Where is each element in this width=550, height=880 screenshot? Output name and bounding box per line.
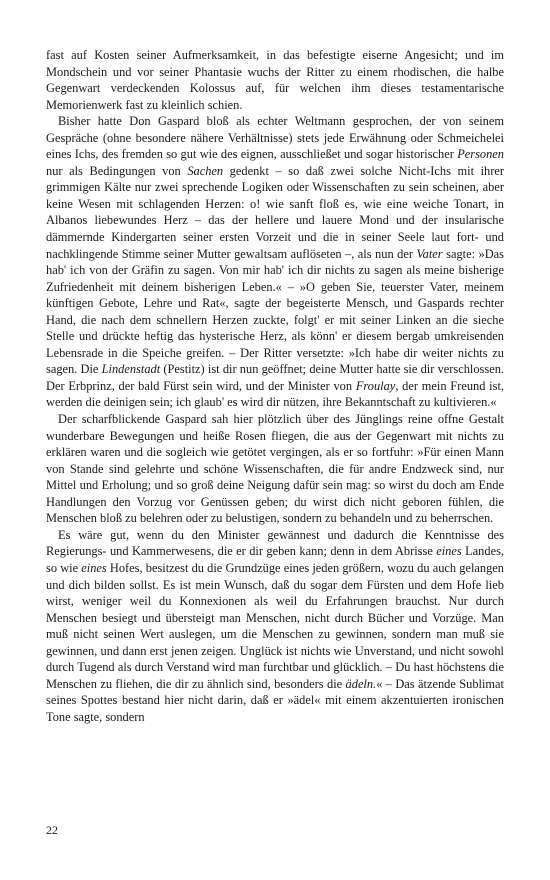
text-run: sagte: »Das hab' ich von der Gräfin zu sagen. Von mir hab' ich dir nichts zu sagen als meine bisherige Zufriedenheit mit deinem bisherigen Leben.« – »O geben Sie, teuerster Vater, meinem künftigen Gebote, Lehre und Rat«, sagte der begeisterte Mensch, und Gaspards rechter Hand, die nach dem schnellern Herzen zuckte, folgt' er mit seiner Linken an die sieche Stelle und drückte heftig das hysterische Herz, als könn' er diesem bergab umkreisenden Lebensrade in die Speiche greifen. – Der Ritter versetzte: »Ich habe dir weiter nichts zu sagen. Die	[46, 246, 504, 377]
paragraph-2	[46, 113, 504, 411]
page-body	[46, 47, 504, 725]
italic-run: Froulay	[355, 378, 396, 393]
italic-run: ädeln.	[345, 676, 377, 691]
text-run: Es wäre gut, wenn du den Minister gewännest und dadurch die Kenntnisse des Regierungs- und Kammerwesens, die er dir geben kann; denn in dem Abrisse	[46, 527, 504, 559]
text-run: nur als Bedingungen von	[46, 163, 188, 178]
text-run: Hofes, besitzest du die Grundzüge eines jeden größern, wozu du auch gelangen und dich bilden sollst. Es ist mein Wunsch, daß du sogar dem Fürsten und dem Hofe lieb wirst, weniger weil du Konnexionen als weil du Erfahrungen brauchst. Nur durch Menschen besiegt und übersteigt man Menschen, nicht durch Bücher und Vorzüge. Man muß nicht seinen Wert auslegen, um die Menschen zu gewinnen, sondern man muß sie gewinnen, und dann erst jenen zeigen. Unglück ist nichts wie Unverstand, und nicht sowohl durch Tugend als durch Verstand wird man furchtbar und glücklich. – Du hast höchstens die Menschen zu fliehen, die dir zu ähnlich sind, besonders die	[46, 560, 504, 691]
text-run: gedenkt – so daß zwei solche Nicht-Ichs mit ihrer grimmigen Kälte nur zwei sprechende Logiken oder Wissenschaften zu sein scheinen, aber keine Wesen mit schlagenden Herzen: o! wie sanft floß es, wie eine weiche Tonart, in Albanos liebewundes Herz – das der hellere und lauere Mond und der insularische dämmernde Kindergarten seiner ersten Vorzeit und die in seiner Seele laut fort- und nachklingende Stimme seiner Mutter gewaltsam auflöseten –, als nun der	[46, 163, 504, 261]
text-run: fast auf Kosten seiner Aufmerksamkeit, in das befestigte eiserne Angesicht; und im Mondschein und vor seiner Phantasie wuchs der Ritter zu einem rhodischen, die halbe Gegenwart verdeckenden Kolossus auf, für welchen ihm dieses testamentarische Memorienwerk fast zu kleinlich schien.	[46, 48, 504, 112]
italic-run: eines	[436, 544, 462, 559]
italic-run: Vater	[416, 246, 443, 261]
text-run: « – Das ätzende Sublimat seines Spottes bestand hier nicht darin, daß er »ädel« mit einem akzentuierten ironischen Tone sagte, sondern	[46, 676, 504, 724]
text-run: Der scharfblickende Gaspard sah hier plötzlich über des Jünglings reine offne Gestalt wunderbare Bewegungen und heiße Rosen fliegen, die aus der Gegenwart mit nichts zu erklären waren und die sogleich wie getötet vergingen, als er so fortfuhr: »Für einen Mann von Stande sind gelehrte und schöne Wissenschaften, die für andre Endzweck sind, nur Mittel und Erholung; und so groß deine Neigung dafür sein mag: so wirst du doch am Ende Handlungen den Vorzug vor Genüssen geben; du wirst dich nicht geboren fühlen, die Menschen bloß zu belehren oder zu belustigen, sondern zu behandeln und zu beherrschen.	[46, 412, 504, 526]
text-run: Landes, so wie	[46, 544, 504, 575]
text-run: (Pestitz) ist dir nun geöffnet; deine Mutter hatte sie dir verschlossen. Der Erbprinz, der bald Fürst sein wird, und der Minister von	[46, 362, 504, 393]
paragraph-3	[46, 411, 504, 527]
paragraph-4	[46, 527, 504, 726]
italic-run: Personen	[457, 147, 504, 162]
page-number: 22	[46, 823, 58, 837]
italic-run: Sachen	[187, 163, 224, 178]
paragraph-1	[46, 47, 504, 113]
text-run: , der mein Freund ist, werden die deinigen sein; ich glaub' es wird dir nützen, ihre Bekanntschaft zu kultivieren.«	[46, 378, 504, 410]
italic-run: eines	[81, 560, 107, 575]
italic-run: Lindenstadt	[101, 362, 161, 377]
text-run: Bisher hatte Don Gaspard bloß als echter Weltmann gesprochen, der von seinem Gespräche (ohne besondere nähere Verhältnisse) stets jede Erwähnung oder Schmeichelei eines Ichs, des fremden so gut wie des eignen, ausschließet und sogar historischer	[46, 114, 504, 162]
